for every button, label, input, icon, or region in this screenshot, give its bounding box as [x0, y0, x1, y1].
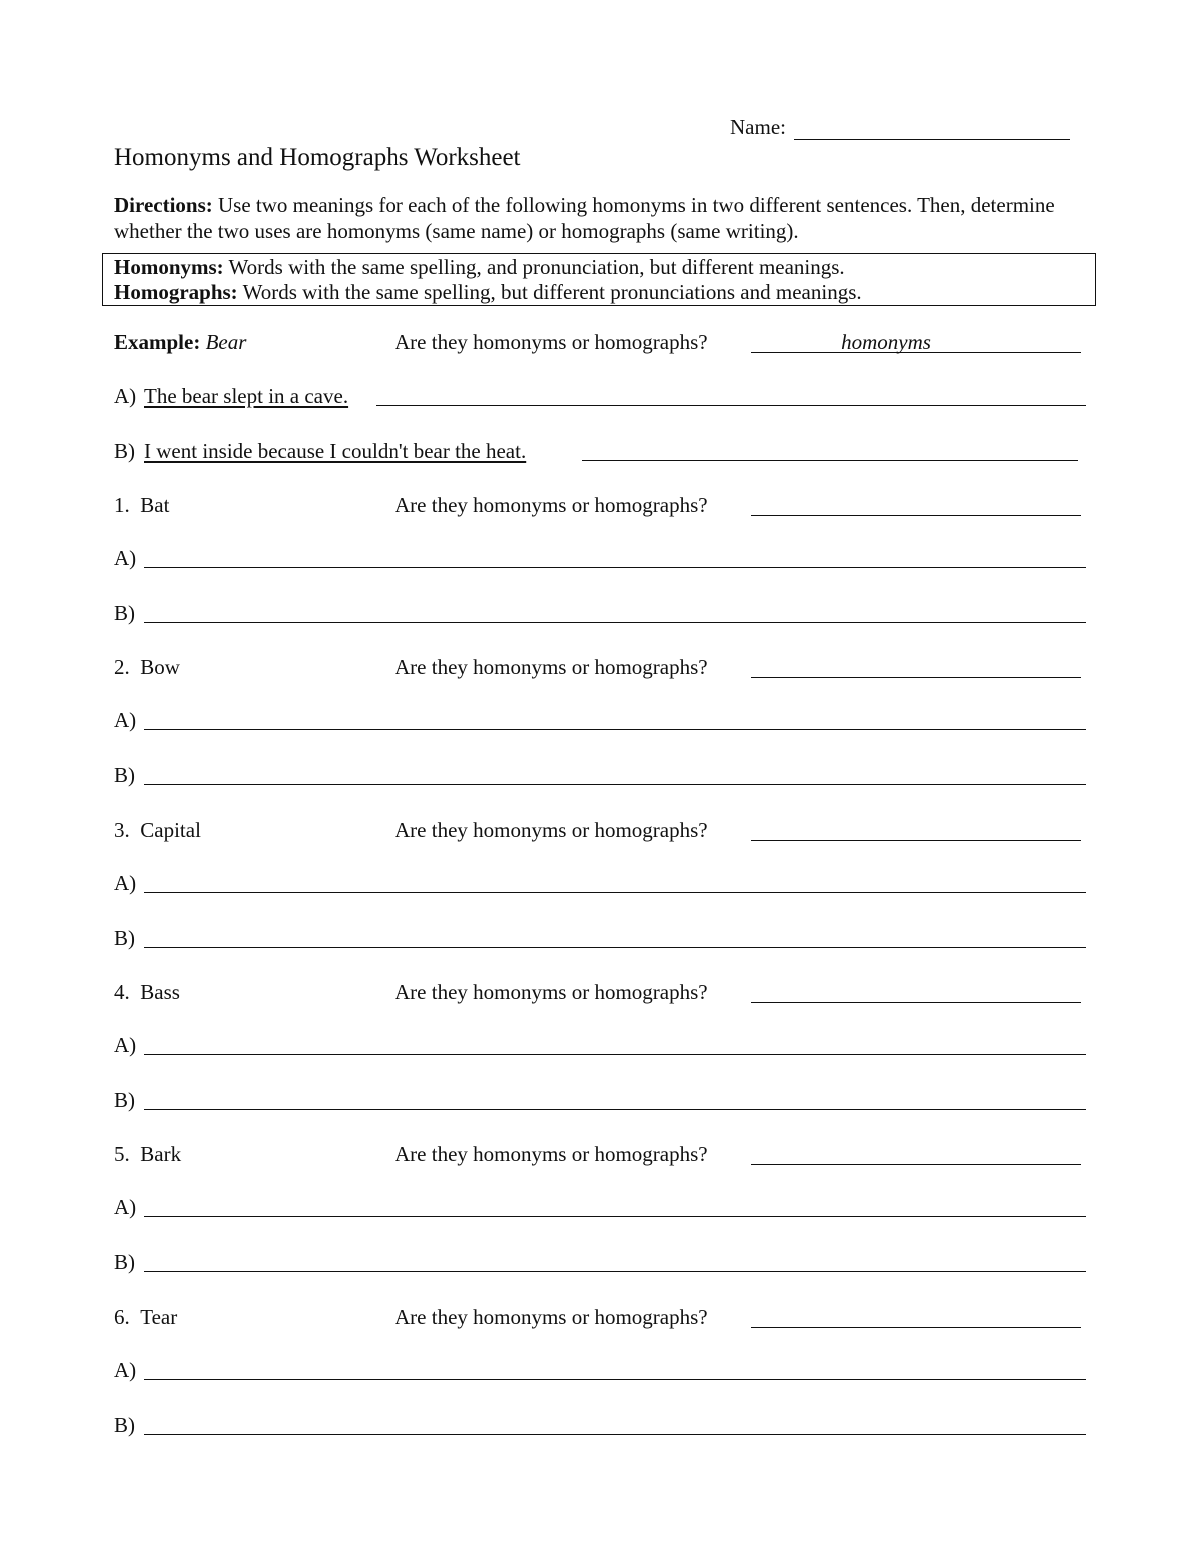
directions [114, 192, 1104, 244]
homonym-or-homograph-blank[interactable] [751, 1000, 1081, 1003]
question-number: 3. [114, 818, 130, 842]
example-sentence-a-text: The bear slept in a cave. [144, 384, 349, 408]
question-prompt: Are they homonyms or homographs? [395, 655, 708, 679]
example-row [114, 329, 1082, 357]
sentence-b-field[interactable] [114, 925, 1086, 953]
question-row [114, 492, 1082, 520]
sentence-a-field[interactable] [114, 1032, 1086, 1060]
question-heading [114, 817, 201, 843]
page-title: Homonyms and Homographs Worksheet [114, 144, 521, 171]
homographs-label: Homographs: [114, 280, 238, 304]
example-heading [114, 329, 246, 355]
example-label: Example: [114, 330, 201, 354]
answer-label-a: A) [114, 546, 137, 570]
question-row [114, 654, 1082, 682]
answer-label-a: A) [114, 1195, 137, 1219]
answer-line [144, 1271, 1086, 1272]
question-row [114, 1304, 1082, 1332]
answer-label-b: B) [114, 1413, 135, 1437]
question-heading [114, 492, 169, 518]
answer-line [144, 1109, 1086, 1110]
answer-label-b: B) [114, 1088, 135, 1112]
answer-label-b: B) [114, 926, 135, 950]
question-word: Capital [140, 818, 201, 842]
answer-line [144, 1434, 1086, 1435]
answer-line [144, 1379, 1086, 1380]
answer-line [144, 947, 1086, 948]
example-sentence-b-text: I went inside because I couldn't bear the heat. [144, 439, 527, 463]
name-blank[interactable] [794, 119, 1070, 140]
question-row [114, 979, 1082, 1007]
question-word: Bow [140, 655, 180, 679]
question-heading [114, 1304, 177, 1330]
example-question: Are they homonyms or homographs? [395, 330, 708, 354]
sentence-a-field[interactable] [114, 545, 1086, 573]
answer-line [144, 1216, 1086, 1217]
homonyms-definition [114, 255, 1095, 280]
question-heading [114, 1141, 181, 1167]
answer-line [144, 729, 1086, 730]
answer-label-a: A) [114, 1358, 137, 1382]
homographs-definition [114, 280, 1095, 305]
answer-label-a: A) [114, 1033, 137, 1057]
homonym-or-homograph-blank[interactable] [751, 1162, 1081, 1165]
directions-text: Use two meanings for each of the following homonyms in two different sentences. Then, determine whether the two uses are homonyms (same name) or homographs (same writing). [114, 193, 1055, 243]
question-number: 5. [114, 1142, 130, 1166]
question-prompt: Are they homonyms or homographs? [395, 818, 708, 842]
answer-label-b: B) [114, 763, 135, 787]
question-number: 6. [114, 1305, 130, 1329]
question-word: Tear [140, 1305, 178, 1329]
answer-label-b: B) [114, 439, 135, 463]
question-heading [114, 654, 180, 680]
answer-line [144, 892, 1086, 893]
question-word: Bass [140, 980, 180, 1004]
question-prompt: Are they homonyms or homographs? [395, 1142, 708, 1166]
question-prompt: Are they homonyms or homographs? [395, 980, 708, 1004]
sentence-b-field[interactable] [114, 762, 1086, 790]
answer-label-a: A) [114, 871, 137, 895]
homonyms-text: Words with the same spelling, and pronunciation, but different meanings. [228, 255, 845, 279]
sentence-b-field[interactable] [114, 1087, 1086, 1115]
sentence-a-field[interactable] [114, 1194, 1086, 1222]
sentence-a-field[interactable] [114, 1357, 1086, 1385]
question-row [114, 817, 1082, 845]
example-sentence-a [114, 383, 1086, 411]
homonym-or-homograph-blank[interactable] [751, 513, 1081, 516]
answer-label-a: A) [114, 708, 137, 732]
homographs-text: Words with the same spelling, but different pronunciations and meanings. [242, 280, 862, 304]
answer-line [582, 460, 1078, 461]
question-number: 4. [114, 980, 130, 1004]
name-field [730, 114, 1070, 140]
question-number: 2. [114, 655, 130, 679]
question-prompt: Are they homonyms or homographs? [395, 1305, 708, 1329]
answer-label-b: B) [114, 601, 135, 625]
homonym-or-homograph-blank[interactable] [751, 1325, 1081, 1328]
directions-label: Directions: [114, 193, 213, 217]
question-heading [114, 979, 180, 1005]
example-word: Bear [205, 330, 247, 354]
answer-label-a: A) [114, 384, 137, 408]
answer-line [144, 622, 1086, 623]
question-number: 1. [114, 493, 130, 517]
sentence-a-field[interactable] [114, 707, 1086, 735]
definitions-box [102, 253, 1096, 306]
sentence-b-field[interactable] [114, 600, 1086, 628]
name-label: Name: [730, 115, 786, 139]
sentence-a-field[interactable] [114, 870, 1086, 898]
answer-line [144, 567, 1086, 568]
example-answer-line [751, 330, 1081, 354]
example-sentence-b [114, 438, 1078, 466]
homonym-or-homograph-blank[interactable] [751, 838, 1081, 841]
question-word: Bat [140, 493, 170, 517]
sentence-b-field[interactable] [114, 1249, 1086, 1277]
sentence-b-field[interactable] [114, 1412, 1086, 1440]
answer-line [144, 1054, 1086, 1055]
question-word: Bark [140, 1142, 182, 1166]
homonym-or-homograph-blank[interactable] [751, 675, 1081, 678]
homonyms-label: Homonyms: [114, 255, 224, 279]
question-prompt: Are they homonyms or homographs? [395, 493, 708, 517]
answer-label-b: B) [114, 1250, 135, 1274]
question-row [114, 1141, 1082, 1169]
answer-line [376, 405, 1086, 406]
answer-line [144, 784, 1086, 785]
example-answer: homonyms [841, 330, 931, 354]
